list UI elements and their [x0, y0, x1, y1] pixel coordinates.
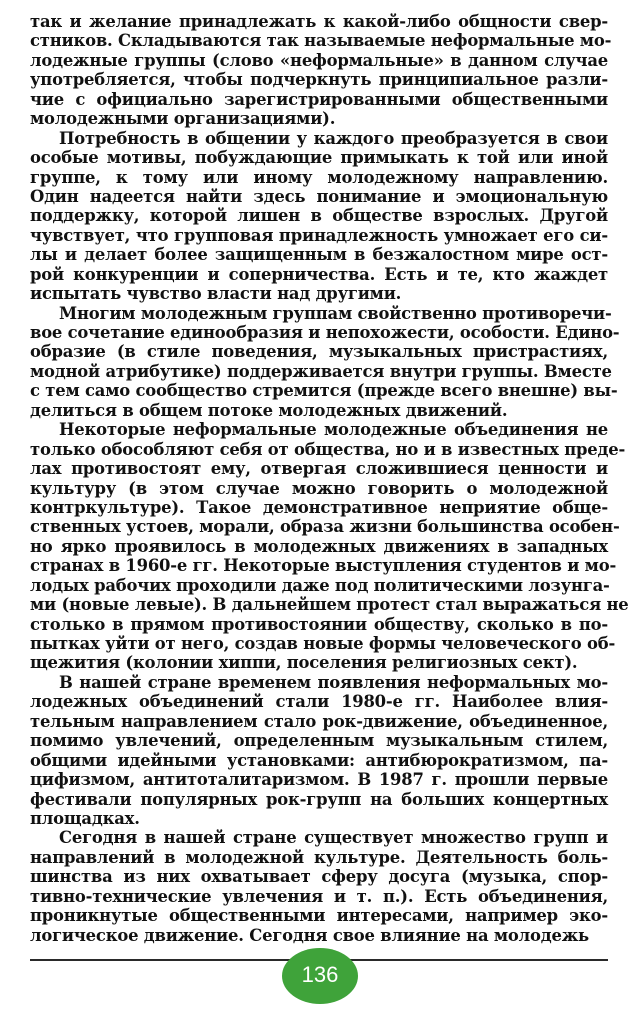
text-line: щежития (колонии хиппи, поселения религиозных сект).: [30, 653, 578, 673]
paragraph: [30, 303, 620, 421]
text-line: ми (новые левые). В дальнейшем протест стал выражаться не: [30, 595, 629, 615]
paragraph: [30, 129, 608, 304]
text-line: Потребность в общении у каждого преобразуется в свои: [59, 128, 608, 148]
text-line: чувствует, что групповая принадлежность умножает его си-: [30, 225, 608, 245]
text-line: особые мотивы, побуждающие примыкать к той или иной: [30, 148, 608, 168]
text-line: пытках уйти от него, создав новые формы человеческого об-: [30, 634, 616, 653]
text-line: помимо увлечений, определенным музыкальным стилем,: [30, 731, 608, 751]
text-line: общими идейными установками: антибюрократизмом, па-: [30, 750, 608, 770]
text-line: странах в 1960-е гг. Некоторые выступления студентов и мо-: [30, 556, 617, 576]
page-number: 136: [301, 962, 339, 987]
text-line: тивно-технические увлечения и т. п.). Есть объединения,: [30, 886, 608, 906]
text-line: столько в прямом противостоянии обществу, сколько в по-: [30, 614, 608, 634]
text-line: Сегодня в нашей стране существует множество групп и: [59, 828, 608, 848]
text-line: направлений в молодежной культуре. Деятельность боль-: [30, 847, 608, 867]
text-line: логическое движение. Сегодня свое влияние на молодежь: [30, 925, 589, 945]
text-line: контркультуре). Такое демонстративное неприятие обще-: [30, 497, 608, 517]
text-line: но ярко проявилось в молодежных движениях в западных: [30, 536, 608, 556]
text-line: с тем само сообщество стремится (прежде всего внешне) вы-: [30, 381, 618, 401]
text-line: лодежные группы (слово «неформальные» в данном случае: [30, 50, 608, 70]
text-line: Многим молодежным группам свойственно противоречи-: [59, 303, 612, 323]
text-line: чие с официально зарегистрированными общественными: [30, 89, 608, 109]
paragraph: [30, 828, 608, 945]
text-line: делиться в общем потоке молодежных движений.: [30, 400, 508, 420]
text-line: Некоторые неформальные молодежные объединения не: [59, 420, 608, 440]
paragraph: [30, 12, 612, 129]
text-line: проникнутые общественными интересами, например эко-: [30, 906, 608, 926]
text-line: лы и делает более защищенным в безжалостном мире ост-: [30, 245, 608, 265]
text-line: так и желание принадлежать к какой-либо общности свер-: [30, 12, 608, 31]
text-line: поддержку, которой лишен в обществе взрослых. Другой: [30, 206, 608, 226]
text-line: Один надеется найти здесь понимание и эмоциональную: [30, 186, 608, 206]
body-text: [30, 12, 629, 945]
text-line: вое сочетание единообразия и непохожести, особости. Едино-: [30, 323, 620, 342]
text-line: образие (в стиле поведения, музыкальных пристрастиях,: [30, 342, 608, 362]
text-line: рой конкуренции и соперничества. Есть и те, кто жаждет: [30, 264, 608, 284]
text-line: употребляется, чтобы подчеркнуть принципиальное разли-: [30, 70, 608, 90]
text-line: модной атрибутике) поддерживается внутри группы. Вместе: [30, 361, 612, 381]
text-line: тельным направлением стало рок-движение, объединенное,: [30, 711, 608, 731]
text-line: цифизмом, антитоталитаризмом. В 1987 г. прошли первые: [30, 770, 608, 790]
text-line: молодежными организациями).: [30, 109, 336, 129]
text-line: площадках.: [30, 808, 140, 828]
text-line: фестивали популярных рок-групп на больших концертных: [30, 789, 608, 809]
text-line: лах противостоят ему, отвергая сложившиеся ценности и: [30, 459, 608, 479]
text-line: испытать чувство власти над другими.: [30, 284, 402, 304]
text-line: ственных устоев, морали, образа жизни большинства особен-: [30, 517, 620, 537]
paragraph: [30, 673, 608, 829]
paragraph: [30, 420, 629, 673]
text-line: лодых рабочих проходили даже под политическими лозунга-: [30, 575, 610, 595]
text-line: только обособляют себя от общества, но и в известных преде-: [30, 439, 626, 459]
text-line: лодежных объединений стали 1980-е гг. Наиболее влия-: [30, 692, 608, 712]
text-line: стников. Складываются так называемые неформальные мо-: [30, 31, 612, 51]
text-line: шинства из них охватывает сферу досуга (музыка, спор-: [30, 867, 608, 887]
text-line: группе, к тому или иному молодежному направлению.: [30, 167, 608, 187]
text-line: культуру (в этом случае можно говорить о молодежной: [30, 478, 608, 498]
text-line: В нашей стране временем появления неформальных мо-: [59, 672, 608, 692]
